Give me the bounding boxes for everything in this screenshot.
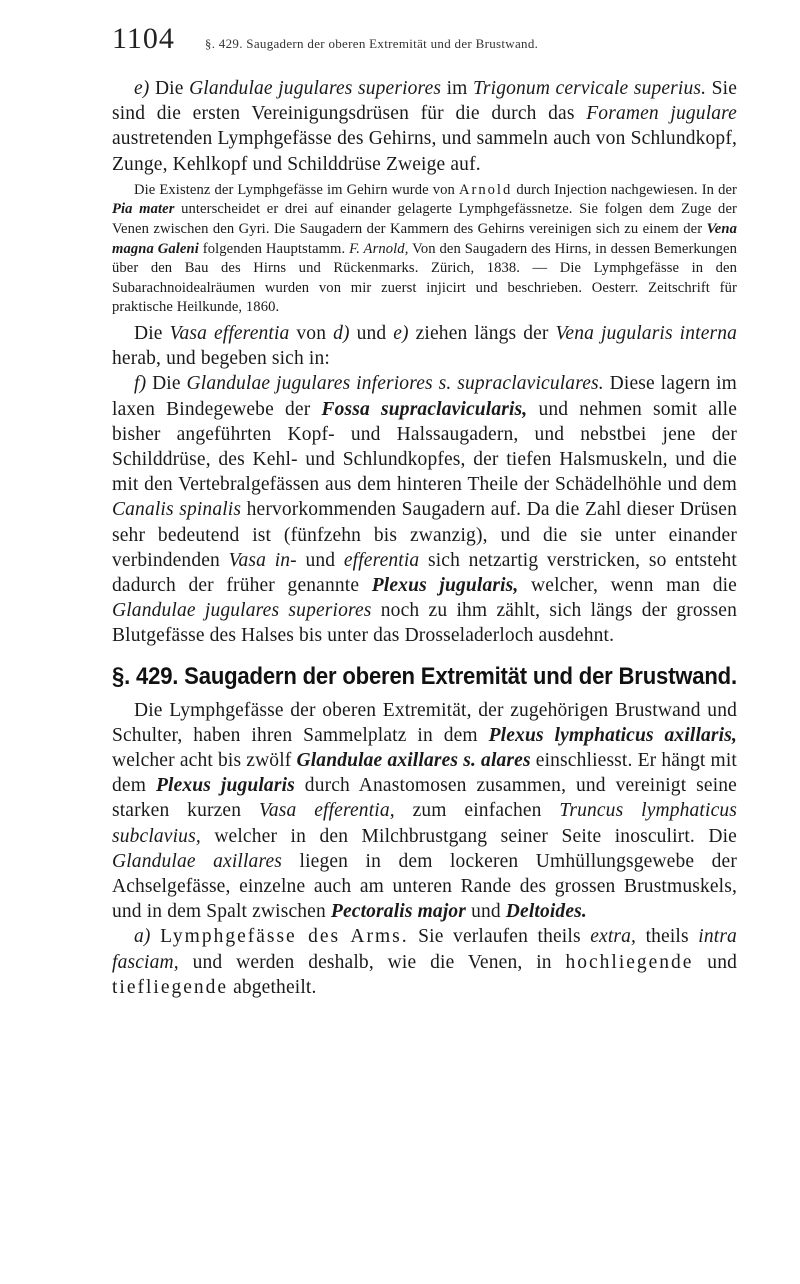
page-header — [112, 22, 732, 62]
footnote-paragraph — [112, 181, 737, 318]
text: Die — [154, 78, 184, 99]
text: welcher acht bis zwölf — [112, 750, 292, 772]
latin-term: Trigonum cervicale superius. — [473, 78, 707, 99]
latin-term: extra, — [590, 926, 637, 948]
paragraph-a — [112, 924, 737, 1000]
text: Die — [134, 322, 163, 344]
latin-term: Fossa supraclavicularis, — [321, 398, 528, 420]
section-heading: §. 429. Saugadern der oberen Extremität und der Brustwand. — [112, 662, 737, 690]
latin-term: Pia mater — [112, 201, 175, 218]
text: theils — [645, 926, 689, 948]
latin-term: Canalis spinalis — [112, 499, 242, 521]
text: zum einfachen — [412, 800, 542, 822]
latin-term: Plexus lymphaticus axillaris, — [488, 724, 738, 746]
subheading: Lymphgefässe des Arms. — [160, 926, 409, 948]
text: austretenden Lymphgefässe des Gehirns, und sammeln auch von Schlundkopf, Zunge, Kehlkopf und Schilddrüse Zweige auf. — [112, 128, 737, 175]
text: und — [356, 322, 387, 344]
emphasis: hochliegende — [565, 951, 694, 973]
text: welcher in den Milchbrustgang seiner Seite inosculirt. Die — [214, 825, 737, 847]
text: und — [707, 951, 737, 973]
latin-term: Vasa in- — [228, 549, 297, 571]
text: noch zu ihm zählt, sich längs der grossen Blutgefässe des Halses bis unter das Drosseladerloch ausdehnt. — [112, 600, 737, 647]
page-body — [112, 76, 737, 1000]
text: Die — [152, 373, 181, 395]
author-name: Arnold — [458, 181, 513, 198]
latin-term: Pectoralis major — [330, 901, 467, 923]
text: Von den Saugadern des Hirns, in dessen Bemerkungen über den Bau des Hirns und Rückenmarks. Zürich, 1838. — Die Lymphgefässe in den Subarachnoidealräumen wurden von mir zuerst injicirt und beschrieben. Oesterr. Zeitschrift für praktische Heilkunde, 1860. — [112, 240, 737, 316]
latin-term: Truncus lymphaticus subclavius, — [112, 800, 738, 847]
latin-term: Glandulae jugulares superiores — [112, 600, 372, 622]
text: Sie sind die ersten Vereinigungsdrüsen für die durch das — [112, 78, 738, 125]
item-marker: f) — [134, 373, 147, 395]
text: durch Injection nachgewiesen. In der — [516, 181, 738, 198]
text: hervorkommenden Saugadern auf. Da die Zahl dieser Drüsen sehr bedeutend ist (fünfzehn bis zwanzig), und die sie unter einander verbindenden — [112, 499, 737, 571]
text: und — [305, 549, 336, 571]
text: unterscheidet er drei auf einander gelagerte Lymphgefässnetze. Sie folgen dem Zuge der Venen zwischen den Gyri. Die Saugadern der Kammern des Gehirns vereinigen sich zu einem der — [112, 201, 737, 237]
text: Die Lymphgefässe der oberen Extremität, der zugehörigen Brustwand und Schulter, haben ihren Sammelplatz in dem — [112, 699, 737, 746]
text: Die Existenz der Lymphgefässe im Gehirn wurde von — [134, 181, 455, 198]
latin-term: intra fasciam, — [112, 926, 737, 973]
paragraph-f — [112, 371, 737, 648]
latin-term: Glandulae jugulares superiores — [189, 78, 442, 99]
text: welcher, wenn man die — [531, 575, 737, 596]
text: und — [471, 901, 501, 923]
latin-term: Deltoides. — [505, 901, 587, 923]
text: im — [446, 78, 468, 99]
paragraph-vasa-efferentia — [112, 321, 737, 371]
latin-term: Vasa efferentia, — [258, 800, 395, 822]
latin-term: Plexus jugularis — [155, 775, 295, 797]
text: Diese lagern im laxen Bindegewebe der — [112, 373, 737, 420]
latin-term: Glandulae jugulares inferiores s. supraclaviculares. — [186, 373, 604, 395]
text: und werden deshalb, wie die Venen, in — [192, 951, 552, 973]
text: einschliesst. Er hängt mit dem — [112, 750, 737, 797]
text: und nehmen somit alle bisher angeführten Kopf- und Halssaugadern, und nebstbei jene der Schilddrüse, des Kehl- und Schlundkopfes, der tiefen Halsmuskeln, und die mit den Vertebralgefässen aus dem hinteren Theile der Schädelhöhle und dem — [112, 398, 738, 496]
text: herab, und begeben sich in: — [112, 348, 330, 370]
page-number: 1104 — [112, 22, 175, 55]
latin-term: efferentia — [343, 549, 420, 571]
text: ziehen längs der — [415, 322, 549, 344]
latin-term: Vena jugularis interna — [555, 322, 738, 344]
latin-term: Glandulae axillares — [112, 850, 283, 872]
text: folgenden Hauptstamm. — [202, 240, 346, 257]
text: sich netzartig verstricken, so entsteht dadurch der früher genannte — [112, 549, 737, 596]
emphasis: tiefliegende — [112, 976, 229, 998]
latin-term: Vasa efferentia — [169, 322, 290, 344]
text: Sie verlaufen theils — [418, 926, 581, 948]
running-head: §. 429. Saugadern der oberen Extremität und der Brustwand. — [204, 36, 539, 51]
text: von — [296, 322, 327, 344]
item-marker: e) — [134, 78, 150, 99]
latin-term: Glandulae axillares s. alares — [296, 750, 531, 772]
latin-term: Plexus jugularis, — [371, 575, 519, 596]
text: liegen in dem lockeren Umhüllungsgewebe der Achselgefässe, einzelne auch am unteren Rande des grossen Brustmuskels, und in dem Spalt zwischen — [112, 850, 737, 923]
latin-term: Vena magna Galeni — [112, 221, 737, 257]
item-ref: d) — [333, 322, 350, 344]
paragraph-section-intro — [112, 698, 737, 925]
item-ref: e) — [393, 322, 409, 344]
paragraph-e — [112, 76, 737, 177]
item-marker: a) — [134, 926, 151, 948]
reference-author: F. Arnold, — [349, 240, 409, 257]
latin-term: Foramen jugulare — [586, 103, 737, 125]
text: abgetheilt. — [233, 976, 317, 998]
text: durch Anastomosen zusammen, und vereinigt seine starken kurzen — [112, 775, 737, 822]
